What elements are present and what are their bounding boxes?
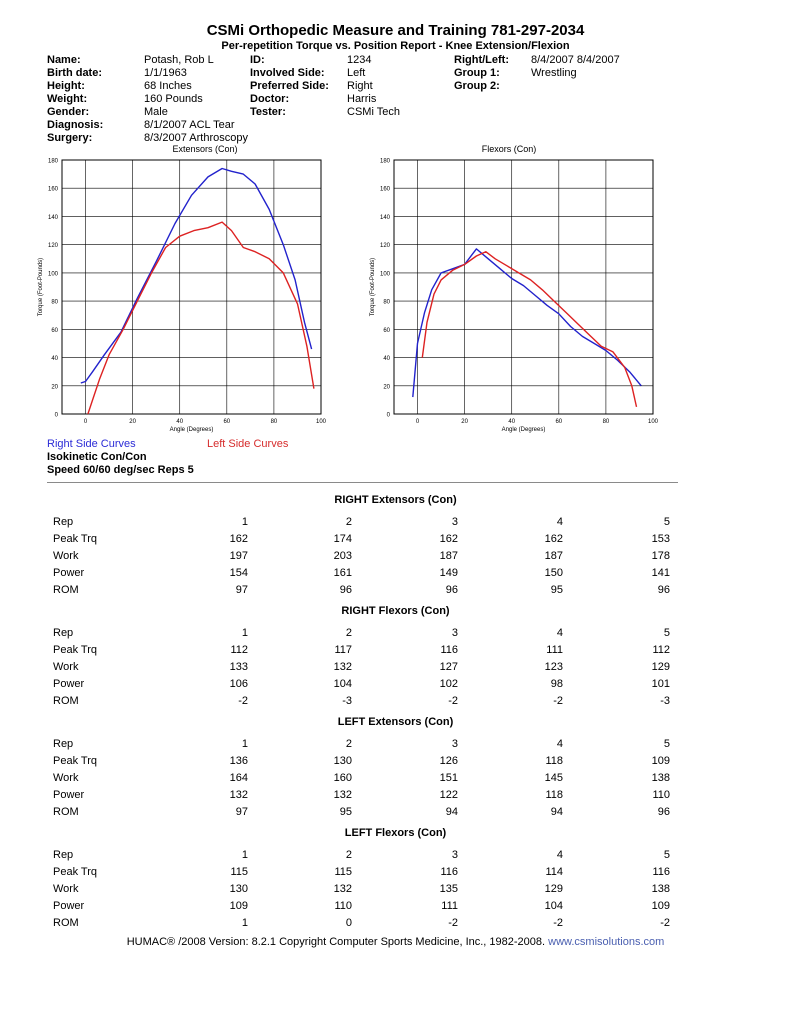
x-tick-label: 40 bbox=[176, 419, 184, 425]
table-cell: 132 bbox=[229, 789, 248, 801]
table-cell: 2 bbox=[345, 738, 352, 750]
table-row-label: Rep bbox=[53, 516, 74, 528]
y-tick-label: 160 bbox=[379, 186, 390, 193]
preferred-side-value: Right bbox=[347, 80, 373, 92]
tester-value: CSMi Tech bbox=[347, 106, 400, 118]
id-label: ID: bbox=[250, 54, 265, 66]
x-tick-label: 80 bbox=[270, 419, 278, 425]
section-divider bbox=[47, 482, 678, 483]
y-tick-label: 160 bbox=[47, 186, 58, 193]
table-cell: 1 bbox=[241, 917, 248, 929]
y-tick-label: 60 bbox=[51, 327, 58, 334]
table-row-label: Work bbox=[53, 772, 79, 784]
flexors-chart bbox=[352, 152, 672, 440]
table-cell: 4 bbox=[556, 627, 563, 639]
table-row-label: Peak Trq bbox=[53, 755, 98, 767]
diagnosis-label: Diagnosis: bbox=[47, 119, 104, 131]
footer-copyright: HUMAC® /2008 Version: 8.2.1 Copyright Computer Sports Medicine, Inc., 1982-2008. bbox=[126, 936, 546, 948]
table-cell: 203 bbox=[333, 550, 352, 562]
birth-date-label: Birth date: bbox=[47, 67, 102, 79]
right-left-value: 8/4/2007 8/4/2007 bbox=[531, 54, 620, 66]
table-cell: 127 bbox=[439, 661, 458, 673]
y-tick-label: 140 bbox=[47, 214, 58, 221]
y-tick-label: 120 bbox=[379, 243, 390, 250]
table-cell: 153 bbox=[651, 533, 670, 545]
table-cell: 109 bbox=[651, 755, 670, 767]
x-tick-label: 100 bbox=[647, 419, 659, 425]
table-cell: 3 bbox=[451, 516, 458, 528]
table-cell: 122 bbox=[439, 789, 458, 801]
table-cell: 110 bbox=[652, 789, 670, 801]
table-cell: 132 bbox=[333, 883, 352, 895]
table-cell: 1 bbox=[241, 849, 248, 861]
test-mode: Isokinetic Con/Con bbox=[47, 451, 147, 463]
table-cell: 2 bbox=[345, 849, 352, 861]
y-tick-label: 20 bbox=[51, 384, 58, 391]
table-cell: 132 bbox=[333, 789, 352, 801]
involved-side-value: Left bbox=[347, 67, 366, 79]
diagnosis-value: 8/1/2007 ACL Tear bbox=[144, 119, 235, 131]
height-label: Height: bbox=[47, 80, 85, 92]
table-cell: 114 bbox=[545, 866, 563, 878]
x-tick-label: 0 bbox=[83, 419, 88, 425]
x-tick-label: 40 bbox=[508, 419, 516, 425]
table-cell: 96 bbox=[445, 584, 458, 596]
table-cell: 94 bbox=[550, 806, 563, 818]
table-cell: 161 bbox=[333, 567, 352, 579]
table-cell: 102 bbox=[439, 678, 458, 690]
table-cell: 162 bbox=[439, 533, 458, 545]
table-cell: 123 bbox=[544, 661, 563, 673]
table-cell: 145 bbox=[544, 772, 563, 784]
table-row-label: ROM bbox=[53, 806, 79, 818]
y-tick-label: 0 bbox=[54, 412, 58, 419]
table-cell: 138 bbox=[651, 772, 670, 784]
x-tick-label: 60 bbox=[555, 419, 563, 425]
table-cell: 5 bbox=[663, 627, 670, 639]
table-cell: 5 bbox=[663, 738, 670, 750]
table-cell: 174 bbox=[333, 533, 352, 545]
y-tick-label: 120 bbox=[47, 243, 58, 250]
table-cell: 133 bbox=[229, 661, 248, 673]
table-cell: 116 bbox=[440, 644, 458, 656]
table-cell: 116 bbox=[440, 866, 458, 878]
y-tick-label: 60 bbox=[383, 327, 390, 334]
table-cell: 104 bbox=[333, 678, 352, 690]
table-cell: 97 bbox=[235, 584, 248, 596]
table-cell: 96 bbox=[657, 806, 670, 818]
table-cell: 118 bbox=[545, 755, 563, 767]
name-label: Name: bbox=[47, 54, 81, 66]
table-cell: 96 bbox=[339, 584, 352, 596]
table-cell: 1 bbox=[241, 738, 248, 750]
gender-value: Male bbox=[144, 106, 168, 118]
y-tick-label: 100 bbox=[379, 271, 390, 278]
weight-value: 160 Pounds bbox=[144, 93, 203, 105]
y-tick-label: 40 bbox=[51, 356, 58, 363]
table-cell: 130 bbox=[229, 883, 248, 895]
table-row-label: Peak Trq bbox=[53, 644, 98, 656]
tester-label: Tester: bbox=[250, 106, 286, 118]
y-tick-label: 180 bbox=[47, 158, 58, 165]
table-title: RIGHT Flexors (Con) bbox=[341, 605, 450, 617]
table-cell: 109 bbox=[229, 900, 248, 912]
id-value: 1234 bbox=[347, 54, 372, 66]
footer-link[interactable]: www.csmisolutions.com bbox=[548, 936, 665, 948]
table-title: RIGHT Extensors (Con) bbox=[334, 494, 457, 506]
x-tick-label: 0 bbox=[415, 419, 420, 425]
y-tick-label: 180 bbox=[379, 158, 390, 165]
involved-side-label: Involved Side: bbox=[250, 67, 325, 79]
test-speed: Speed 60/60 deg/sec Reps 5 bbox=[47, 464, 194, 476]
table-cell: 111 bbox=[441, 900, 458, 912]
y-tick-label: 0 bbox=[386, 412, 390, 419]
weight-label: Weight: bbox=[47, 93, 88, 105]
y-tick-label: 80 bbox=[383, 299, 390, 306]
table-cell: 197 bbox=[229, 550, 248, 562]
table-cell: 126 bbox=[439, 755, 458, 767]
table-cell: 154 bbox=[229, 567, 248, 579]
y-tick-label: 20 bbox=[383, 384, 390, 391]
table-cell: 110 bbox=[334, 900, 352, 912]
table-cell: 104 bbox=[544, 900, 563, 912]
doctor-label: Doctor: bbox=[250, 93, 290, 105]
table-cell: 135 bbox=[439, 883, 458, 895]
table-cell: 106 bbox=[229, 678, 248, 690]
table-cell: 112 bbox=[652, 644, 670, 656]
name-value: Potash, Rob L bbox=[144, 54, 214, 66]
table-cell: 115 bbox=[334, 866, 352, 878]
table-cell: 4 bbox=[556, 516, 563, 528]
table-cell: 97 bbox=[235, 806, 248, 818]
group1-value: Wrestling bbox=[531, 67, 577, 79]
surgery-label: Surgery: bbox=[47, 132, 93, 144]
table-row-label: Rep bbox=[53, 849, 74, 861]
table-cell: -2 bbox=[553, 917, 563, 929]
table-cell: 2 bbox=[345, 516, 352, 528]
y-tick-label: 80 bbox=[51, 299, 58, 306]
table-cell: 151 bbox=[439, 772, 458, 784]
preferred-side-label: Preferred Side: bbox=[250, 80, 329, 92]
table-cell: 162 bbox=[544, 533, 563, 545]
x-tick-label: 60 bbox=[223, 419, 231, 425]
table-cell: 95 bbox=[550, 584, 563, 596]
table-cell: -2 bbox=[448, 917, 458, 929]
table-cell: 164 bbox=[229, 772, 248, 784]
table-row-label: Rep bbox=[53, 627, 74, 639]
y-tick-label: 100 bbox=[47, 271, 58, 278]
table-cell: 5 bbox=[663, 849, 670, 861]
table-cell: 0 bbox=[345, 917, 352, 929]
table-title: LEFT Extensors (Con) bbox=[337, 716, 454, 728]
table-cell: 160 bbox=[333, 772, 352, 784]
table-cell: 4 bbox=[556, 849, 563, 861]
table-cell: 138 bbox=[651, 883, 670, 895]
table-row-label: Power bbox=[53, 789, 85, 801]
table-cell: 96 bbox=[657, 584, 670, 596]
surgery-value: 8/3/2007 Arthroscopy bbox=[144, 132, 248, 144]
table-cell: 2 bbox=[345, 627, 352, 639]
table-cell: 130 bbox=[333, 755, 352, 767]
y-axis-label: Torque (Foot-Pounds) bbox=[370, 257, 376, 317]
table-cell: -2 bbox=[660, 917, 670, 929]
right-left-label: Right/Left: bbox=[454, 54, 509, 66]
table-cell: 98 bbox=[550, 678, 563, 690]
x-axis-label: Angle (Degrees) bbox=[501, 427, 546, 433]
table-cell: 115 bbox=[230, 866, 248, 878]
group1-label: Group 1: bbox=[454, 67, 500, 79]
x-tick-label: 80 bbox=[602, 419, 610, 425]
table-cell: 187 bbox=[544, 550, 563, 562]
table-row-label: Work bbox=[53, 661, 79, 673]
table-cell: 109 bbox=[651, 900, 670, 912]
extensors-chart-title: Extensors (Con) bbox=[172, 144, 238, 154]
y-axis-label: Torque (Foot-Pounds) bbox=[38, 257, 44, 317]
report-title: CSMi Orthopedic Measure and Training 781-297-2034 bbox=[206, 22, 585, 39]
table-row-label: ROM bbox=[53, 917, 79, 929]
table-cell: 3 bbox=[451, 738, 458, 750]
table-cell: -3 bbox=[660, 695, 670, 707]
table-cell: 3 bbox=[451, 627, 458, 639]
table-cell: 4 bbox=[556, 738, 563, 750]
table-cell: 1 bbox=[241, 516, 248, 528]
height-value: 68 Inches bbox=[144, 80, 192, 92]
table-cell: 101 bbox=[651, 678, 670, 690]
table-cell: 149 bbox=[439, 567, 458, 579]
table-row-label: Work bbox=[53, 550, 79, 562]
extensors-chart bbox=[20, 152, 340, 440]
table-cell: 129 bbox=[544, 883, 563, 895]
table-row-label: Power bbox=[53, 900, 85, 912]
table-cell: 3 bbox=[451, 849, 458, 861]
flexors-chart-title: Flexors (Con) bbox=[481, 144, 537, 154]
table-row-label: ROM bbox=[53, 584, 79, 596]
table-cell: 95 bbox=[339, 806, 352, 818]
table-cell: 1 bbox=[241, 627, 248, 639]
table-row-label: Peak Trq bbox=[53, 866, 98, 878]
table-row-label: ROM bbox=[53, 695, 79, 707]
x-axis-label: Angle (Degrees) bbox=[169, 427, 214, 433]
y-tick-label: 140 bbox=[379, 214, 390, 221]
table-cell: 94 bbox=[445, 806, 458, 818]
table-cell: 111 bbox=[546, 644, 563, 656]
table-row-label: Peak Trq bbox=[53, 533, 98, 545]
group2-label: Group 2: bbox=[454, 80, 500, 92]
table-row-label: Rep bbox=[53, 738, 74, 750]
table-cell: 141 bbox=[651, 567, 670, 579]
table-cell: 132 bbox=[333, 661, 352, 673]
table-cell: 150 bbox=[544, 567, 563, 579]
table-title: LEFT Flexors (Con) bbox=[344, 827, 447, 839]
table-cell: 136 bbox=[229, 755, 248, 767]
report-subtitle: Per-repetition Torque vs. Position Report - Knee Extension/Flexion bbox=[221, 40, 570, 52]
table-cell: -2 bbox=[553, 695, 563, 707]
table-cell: 162 bbox=[229, 533, 248, 545]
table-row-label: Power bbox=[53, 678, 85, 690]
table-cell: -2 bbox=[448, 695, 458, 707]
table-cell: -2 bbox=[238, 695, 248, 707]
table-cell: 5 bbox=[663, 516, 670, 528]
birth-date-value: 1/1/1963 bbox=[144, 67, 187, 79]
table-cell: 187 bbox=[439, 550, 458, 562]
table-cell: 112 bbox=[230, 644, 248, 656]
legend-left-side: Left Side Curves bbox=[207, 438, 289, 450]
y-tick-label: 40 bbox=[383, 356, 390, 363]
table-cell: 117 bbox=[334, 644, 352, 656]
doctor-value: Harris bbox=[347, 93, 377, 105]
gender-label: Gender: bbox=[47, 106, 90, 118]
table-cell: 118 bbox=[545, 789, 563, 801]
table-row-label: Work bbox=[53, 883, 79, 895]
x-tick-label: 20 bbox=[461, 419, 468, 425]
legend-right-side: Right Side Curves bbox=[47, 438, 136, 450]
footer bbox=[0, 936, 791, 948]
table-cell: 178 bbox=[651, 550, 670, 562]
table-cell: 116 bbox=[652, 866, 670, 878]
x-tick-label: 20 bbox=[129, 419, 136, 425]
table-row-label: Power bbox=[53, 567, 85, 579]
x-tick-label: 100 bbox=[315, 419, 327, 425]
table-cell: -3 bbox=[342, 695, 352, 707]
table-cell: 129 bbox=[651, 661, 670, 673]
